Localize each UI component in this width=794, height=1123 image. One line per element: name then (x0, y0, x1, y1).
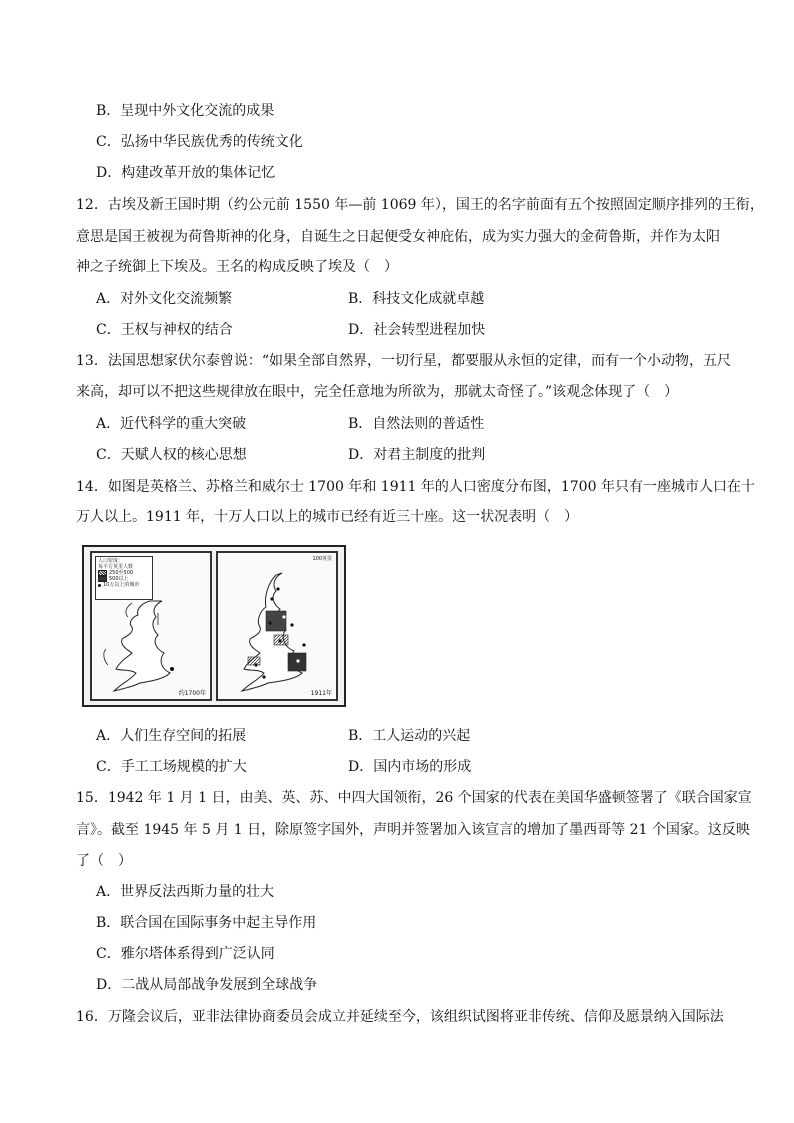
map-1911-panel (216, 551, 338, 701)
legend-row1: 250至500 (109, 570, 134, 576)
q12-stem-line2: 意思是国王被视为荷鲁斯神的化身，自诞生之日起便受女神庇佑，成为实力强大的金荷鲁斯，并作为太阳 (76, 229, 720, 245)
q16-stem-line1: 16．万隆会议后，亚非法律协商委员会成立并延续至今，该组织试图将亚非传统、信仰及愿景纳入国际法 (76, 1009, 724, 1025)
population-density-map-figure (82, 545, 346, 707)
map-scale: 100英里 (312, 556, 332, 562)
q13-option-a: A．近代科学的重大突破 (96, 416, 247, 432)
q13-stem-line1: 13．法国思想家伏尔泰曾说：“如果全部自然界，一切行星，都要服从永恒的定律，而有一个小动物，五尺 (76, 353, 731, 369)
q13-stem-line2: 来高，却可以不把这些规律放在眼中，完全任意地为所欲为，那就太奇怪了。”该观念体现了（ ） (76, 384, 679, 400)
q12-stem-line1: 12．古埃及新王国时期（约公元前 1550 年—前 1069 年），国王的名字前面有五个按照固定顺序排列的王衔， (76, 197, 764, 213)
q12-option-a: A．对外文化交流频繁 (96, 291, 233, 307)
q12-option-c: C．王权与神权的结合 (96, 322, 233, 338)
britain-outline-1911 (218, 553, 336, 699)
q15-option-b: B．联合国在国际事务中起主导作用 (96, 915, 317, 931)
q11-option-b: B．呈现中外文化交流的成果 (96, 103, 275, 119)
q14-option-b: B．工人运动的兴起 (348, 728, 471, 744)
q11-option-d: D．构建改革开放的集体记忆 (96, 165, 276, 181)
q15-stem-line3: 了（ ） (76, 853, 132, 869)
q15-option-d: D．二战从局部战争发展到全球战争 (96, 977, 318, 993)
q14-stem-line2: 万人以上。1911 年，十万人口以上的城市已经有近三十座。这一状况表明（ ） (76, 509, 579, 525)
q14-stem-line1: 14．如图是英格兰、苏格兰和威尔士 1700 年和 1911 年的人口密度分布图，1700 年只有一座城市人口在十 (76, 479, 755, 495)
q13-option-d: D．对君主制度的批判 (348, 447, 486, 463)
legend-subtitle: 每平方英里人数 (98, 564, 134, 570)
q14-option-c: C．手工工场规模的扩大 (96, 759, 247, 775)
q12-option-d: D．社会转型进程加快 (348, 322, 486, 338)
q12-stem-line3: 神之子统御上下埃及。王名的构成反映了埃及（ ） (76, 259, 398, 275)
map-year-1700: 约1700年 (178, 690, 206, 697)
legend-row2: 500以上 (109, 576, 129, 582)
q15-stem-line2: 言》。截至 1945 年 5 月 1 日，除原签字国外，声明并签署加入该宣言的增加了墨西哥等 21 个国家。这反映 (76, 822, 750, 838)
map-year-1911: 1911年 (310, 690, 332, 697)
q11-option-c: C．弘扬中华民族优秀的传统文化 (96, 134, 303, 150)
legend-row3: 10万以上的城市 (103, 582, 140, 588)
legend-title: 人口密度： (98, 558, 124, 564)
q15-stem-line1: 15．1942 年 1 月 1 日，由美、英、苏、中四大国领衔，26 个国家的代表在美国华盛顿签署了《联合国家宣 (76, 790, 752, 806)
map-1700-panel (90, 551, 212, 701)
q12-option-b: B．科技文化成就卓越 (348, 291, 485, 307)
q13-option-b: B．自然法则的普适性 (348, 416, 485, 432)
britain-outline-1700 (92, 553, 210, 699)
q13-option-c: C．天赋人权的核心思想 (96, 447, 247, 463)
q14-option-d: D．国内市场的形成 (348, 759, 472, 775)
q15-option-c: C．雅尔塔体系得到广泛认同 (96, 946, 275, 962)
q15-option-a: A．世界反法西斯力量的壮大 (96, 884, 275, 900)
q14-option-a: A．人们生存空间的拓展 (96, 728, 247, 744)
